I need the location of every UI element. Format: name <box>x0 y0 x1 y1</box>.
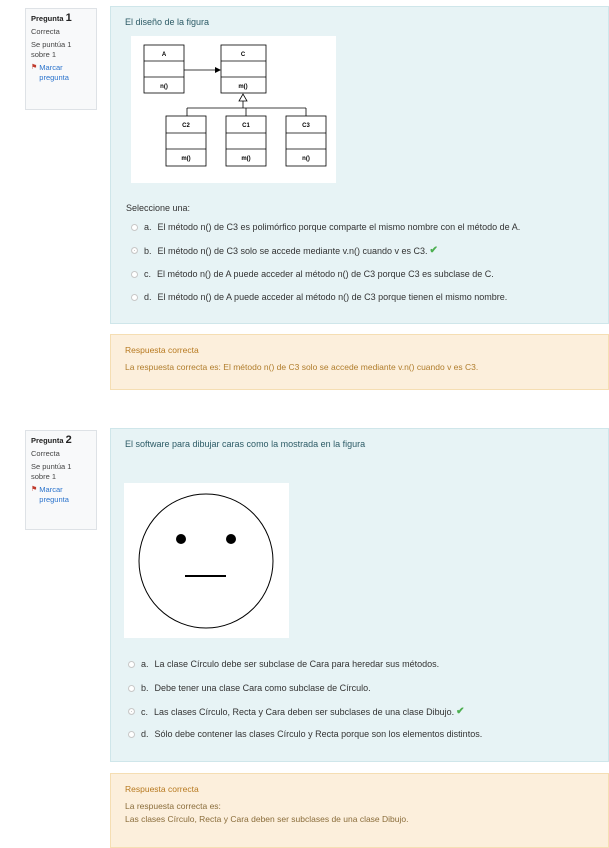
answer-option[interactable] <box>128 706 465 717</box>
radio-button-selected[interactable] <box>131 247 138 254</box>
flag-question-link[interactable] <box>31 63 91 83</box>
radio-button[interactable] <box>128 661 135 668</box>
question-2-feedback <box>110 773 609 848</box>
answer-option[interactable] <box>131 269 494 279</box>
flag-icon: ⚑ <box>31 486 38 493</box>
answer-letter: a. <box>141 659 149 669</box>
answer-letter: b. <box>141 683 149 693</box>
question-label: Pregunta <box>31 14 64 23</box>
class-a-method: n() <box>160 84 168 90</box>
class-c-label: C <box>240 52 246 58</box>
radio-button[interactable] <box>128 731 135 738</box>
answer-option[interactable] <box>131 245 438 256</box>
answer-text: El método n() de A puede acceder al método n() de C3 porque tienen el mismo nombre. <box>157 292 508 302</box>
feedback-body-line-2: Las clases Círculo, Recta y Cara deben ser subclases de una clase Dibujo. <box>125 814 409 824</box>
answer-option[interactable] <box>131 222 520 232</box>
flag-question-link[interactable] <box>31 485 91 505</box>
checkmark-icon: ✔ <box>429 245 438 256</box>
flag-icon: ⚑ <box>31 64 38 71</box>
answer-text: El método n() de C3 solo se accede mediante v.n() cuando v es C3. <box>157 245 428 256</box>
radio-button[interactable] <box>131 224 138 231</box>
answer-prompt: Seleccione una: <box>126 203 191 213</box>
class-c1-label: C1 <box>242 123 250 129</box>
feedback-body: La respuesta correcta es: El método n() de C3 solo se accede mediante v.n() cuando v es C3. <box>125 362 479 372</box>
flag-question-label: Marcar pregunta <box>39 63 69 82</box>
answer-option[interactable] <box>128 683 371 693</box>
answer-letter: a. <box>144 222 152 232</box>
question-state: Correcta <box>31 27 60 36</box>
feedback-body-line-1: La respuesta correcta es: <box>125 801 221 811</box>
checkmark-icon: ✔ <box>456 706 465 717</box>
answer-text: El método n() de A puede acceder al método n() de C3 porque C3 es subclase de C. <box>157 269 494 279</box>
question-1-feedback <box>110 334 609 390</box>
question-text: El software para dibujar caras como la mostrada en la figura <box>125 439 366 449</box>
class-c2-label: C2 <box>182 123 190 129</box>
answer-text: Debe tener una clase Cara como subclase de Círculo. <box>154 683 371 693</box>
answer-text: Las clases Círculo, Recta y Cara deben ser subclases de una clase Dibujo. <box>154 706 455 717</box>
question-number <box>31 435 91 446</box>
uml-diagram <box>131 36 336 183</box>
answer-option[interactable] <box>131 292 507 302</box>
question-grade: Se puntúa 1 sobre 1 <box>31 462 72 481</box>
question-1-info <box>25 8 97 110</box>
class-a-label: A <box>161 52 167 58</box>
question-state: Correcta <box>31 449 60 458</box>
radio-button[interactable] <box>131 271 138 278</box>
question-number <box>31 13 91 24</box>
face-figure <box>124 483 289 638</box>
answer-letter: c. <box>144 269 152 279</box>
class-c1-method: m() <box>241 156 251 162</box>
answer-option[interactable] <box>128 729 482 739</box>
face-drawing-svg <box>124 483 289 638</box>
class-c3-method: n() <box>302 156 310 162</box>
radio-button[interactable] <box>131 294 138 301</box>
class-c3-label: C3 <box>302 123 310 129</box>
radio-button[interactable] <box>128 685 135 692</box>
answer-letter: c. <box>141 706 149 717</box>
question-text: El diseño de la figura <box>125 17 210 27</box>
question-2-info <box>25 430 97 530</box>
answer-letter: b. <box>144 245 152 256</box>
answer-letter: d. <box>141 729 149 739</box>
question-number-value: 1 <box>65 12 72 24</box>
answer-option[interactable] <box>128 659 439 669</box>
radio-button-selected[interactable] <box>128 708 135 715</box>
flag-question-label: Marcar pregunta <box>39 485 69 504</box>
question-grade: Se puntúa 1 sobre 1 <box>31 40 72 59</box>
uml-diagram-svg <box>131 36 336 183</box>
class-c-method: m() <box>238 84 248 90</box>
answer-letter: d. <box>144 292 152 302</box>
question-number-value: 2 <box>65 434 72 446</box>
answer-text: Sólo debe contener las clases Círculo y Recta porque son los elementos distintos. <box>154 729 483 739</box>
answer-text: La clase Círculo debe ser subclase de Cara para heredar sus métodos. <box>154 659 440 669</box>
class-c2-method: m() <box>181 156 191 162</box>
answer-text: El método n() de C3 es polimórfico porque comparte el mismo nombre con el método de A. <box>157 222 521 232</box>
feedback-title: Respuesta correcta <box>125 345 199 355</box>
question-label: Pregunta <box>31 436 64 445</box>
feedback-title: Respuesta correcta <box>125 784 199 794</box>
